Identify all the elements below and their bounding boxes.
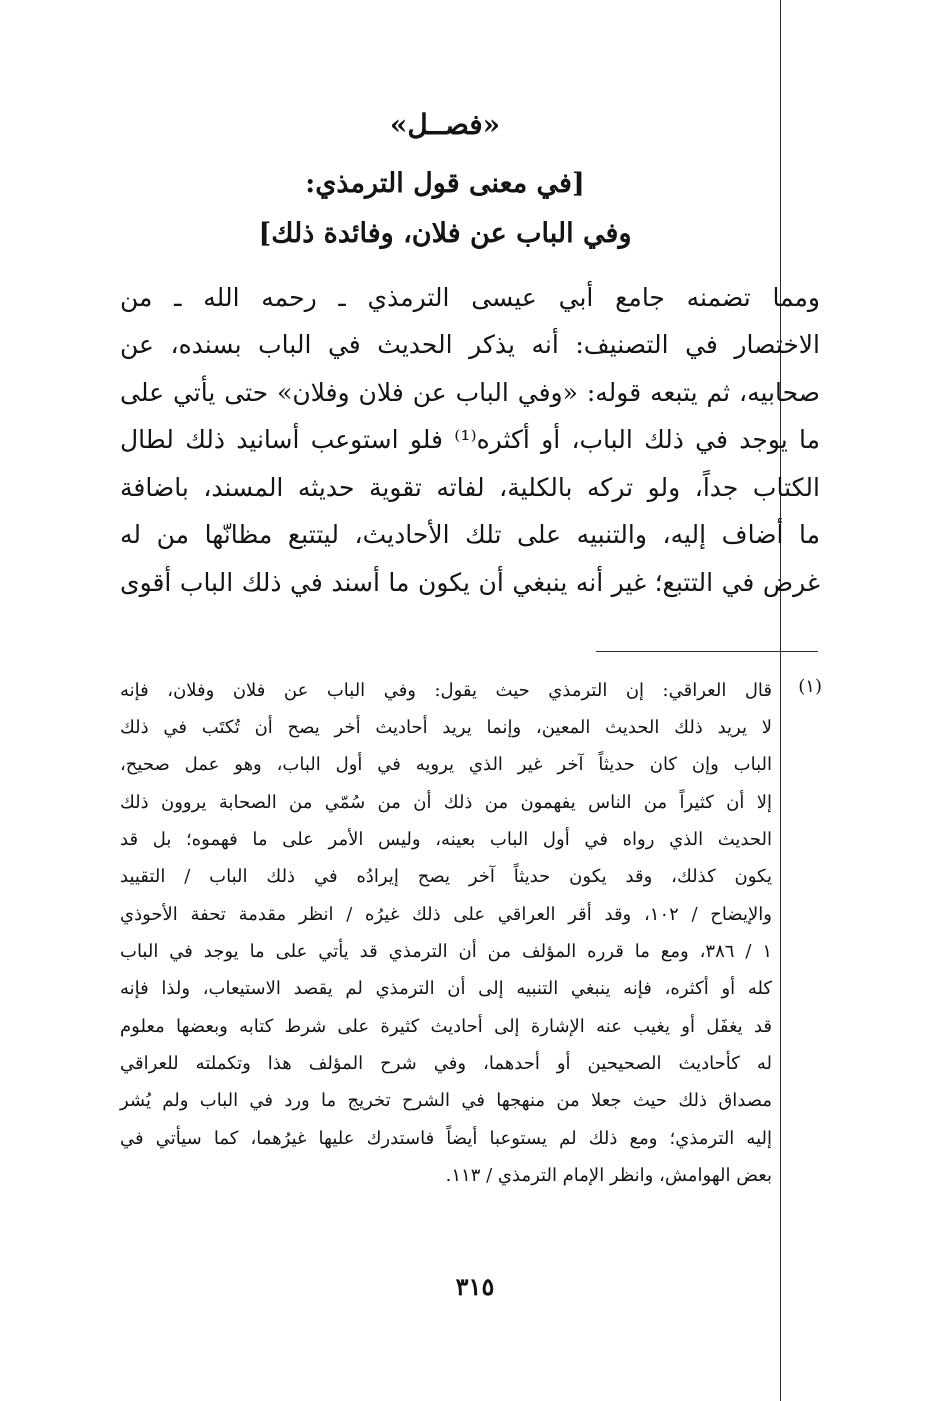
section-subtitle-line-2: وفي الباب عن فلان، وفائدة ذلك]	[258, 218, 632, 249]
body-line: صحابيه، ثم يتبعه قوله: «وفي الباب عن فلان وفلان» حتى يأتي على	[120, 378, 820, 407]
body-line: الكتاب جداً، ولو تركه بالكلية، لفاته تقوية حديثه المسند، باضافة	[120, 473, 820, 502]
footnote-line: ١ / ٣٨٦، ومع ما قرره المؤلف من أن الترمذي قد يأتي على ما يوجد في الباب	[120, 941, 772, 962]
footnote-line: الباب وإن كان حديثاً آخر غير الذي يرويه في أول الباب، وهو عمل صحيح،	[120, 754, 772, 775]
footnote-line: كله أو أكثره، فإنه ينبغي التنبيه إلى أن الترمذي لم يقصد الاستيعاب، ولذا فإنه	[120, 978, 772, 999]
footnote-line: مصداق ذلك حيث جعلا من منهجها في الشرح تخريج ما ورد في الباب ولم يُشر	[120, 1090, 772, 1111]
footnote-line: إلا أن كثيراً من الناس يفهمون من ذلك أن من سُمّي من الصحابة يروون ذلك	[120, 792, 772, 813]
footnote-line: والإيضاح / ١٠٢، وقد أقر العراقي على ذلك غيرُه / انظر مقدمة تحفة الأحوذي	[120, 904, 772, 925]
section-title: «فصــل»	[389, 108, 501, 141]
body-line: الاختصار في التصنيف: أنه يذكر الحديث في الباب بسنده، عن	[120, 330, 820, 359]
footnote-line: لا يريد ذلك الحديث المعين، وإنما يريد أحاديث أخر يصح أن تُكتَب في ذلك	[120, 717, 772, 738]
footnote-line: قال العراقي: إن الترمذي حيث يقول: وفي الباب عن فلان وفلان، فإنه	[120, 680, 772, 701]
page-number: ٣١٥	[455, 1272, 495, 1301]
footnote-line: قد يغفَل أو يغيب عنه الإشارة إلى أحاديث كثيرة على شرط كتابه وبعضها معلوم	[120, 1016, 772, 1037]
footnote-line: يكون كذلك، وقد يكون حديثاً آخر يصح إيرادُه في ذلك الباب / التقييد	[120, 866, 772, 887]
footnote-number: (١)	[798, 676, 822, 697]
footnote-line: بعض الهوامش، وانظر الإمام الترمذي / ١١٣.	[445, 1165, 772, 1186]
body-line: ومما تضمنه جامع أبي عيسى الترمذي ـ رحمه الله ـ من	[120, 283, 820, 312]
section-subtitle-line-1: [في معنى قول الترمذي:	[305, 168, 585, 199]
body-line: ما أضاف إليه، والتنبيه على تلك الأحاديث، ليتتبع مظانّها من له	[120, 520, 820, 549]
body-line: ما يوجد في ذلك الباب، أو أكثره⁽¹⁾ فلو استوعب أسانيد ذلك لطال	[120, 425, 820, 454]
margin-line	[780, 0, 781, 1401]
footnote-line: الحديث الذي رواه في أول الباب بعينه، وليس الأمر على ما فهموه؛ بل قد	[120, 829, 772, 850]
footnote-line: له كأحاديث الصحيحين أو أحدهما، وفي شرح المؤلف هذا وتكملته للعراقي	[120, 1053, 772, 1074]
footnote-line: إليه الترمذي؛ ومع ذلك لم يستوعبا أيضاً فاستدرك عليها غيرُهما، كما سيأتي في	[120, 1128, 772, 1149]
body-line: غرض في التتبع؛ غير أنه ينبغي أن يكون ما أسند في ذلك الباب أقوى	[120, 568, 820, 597]
footnote-separator	[596, 651, 818, 652]
